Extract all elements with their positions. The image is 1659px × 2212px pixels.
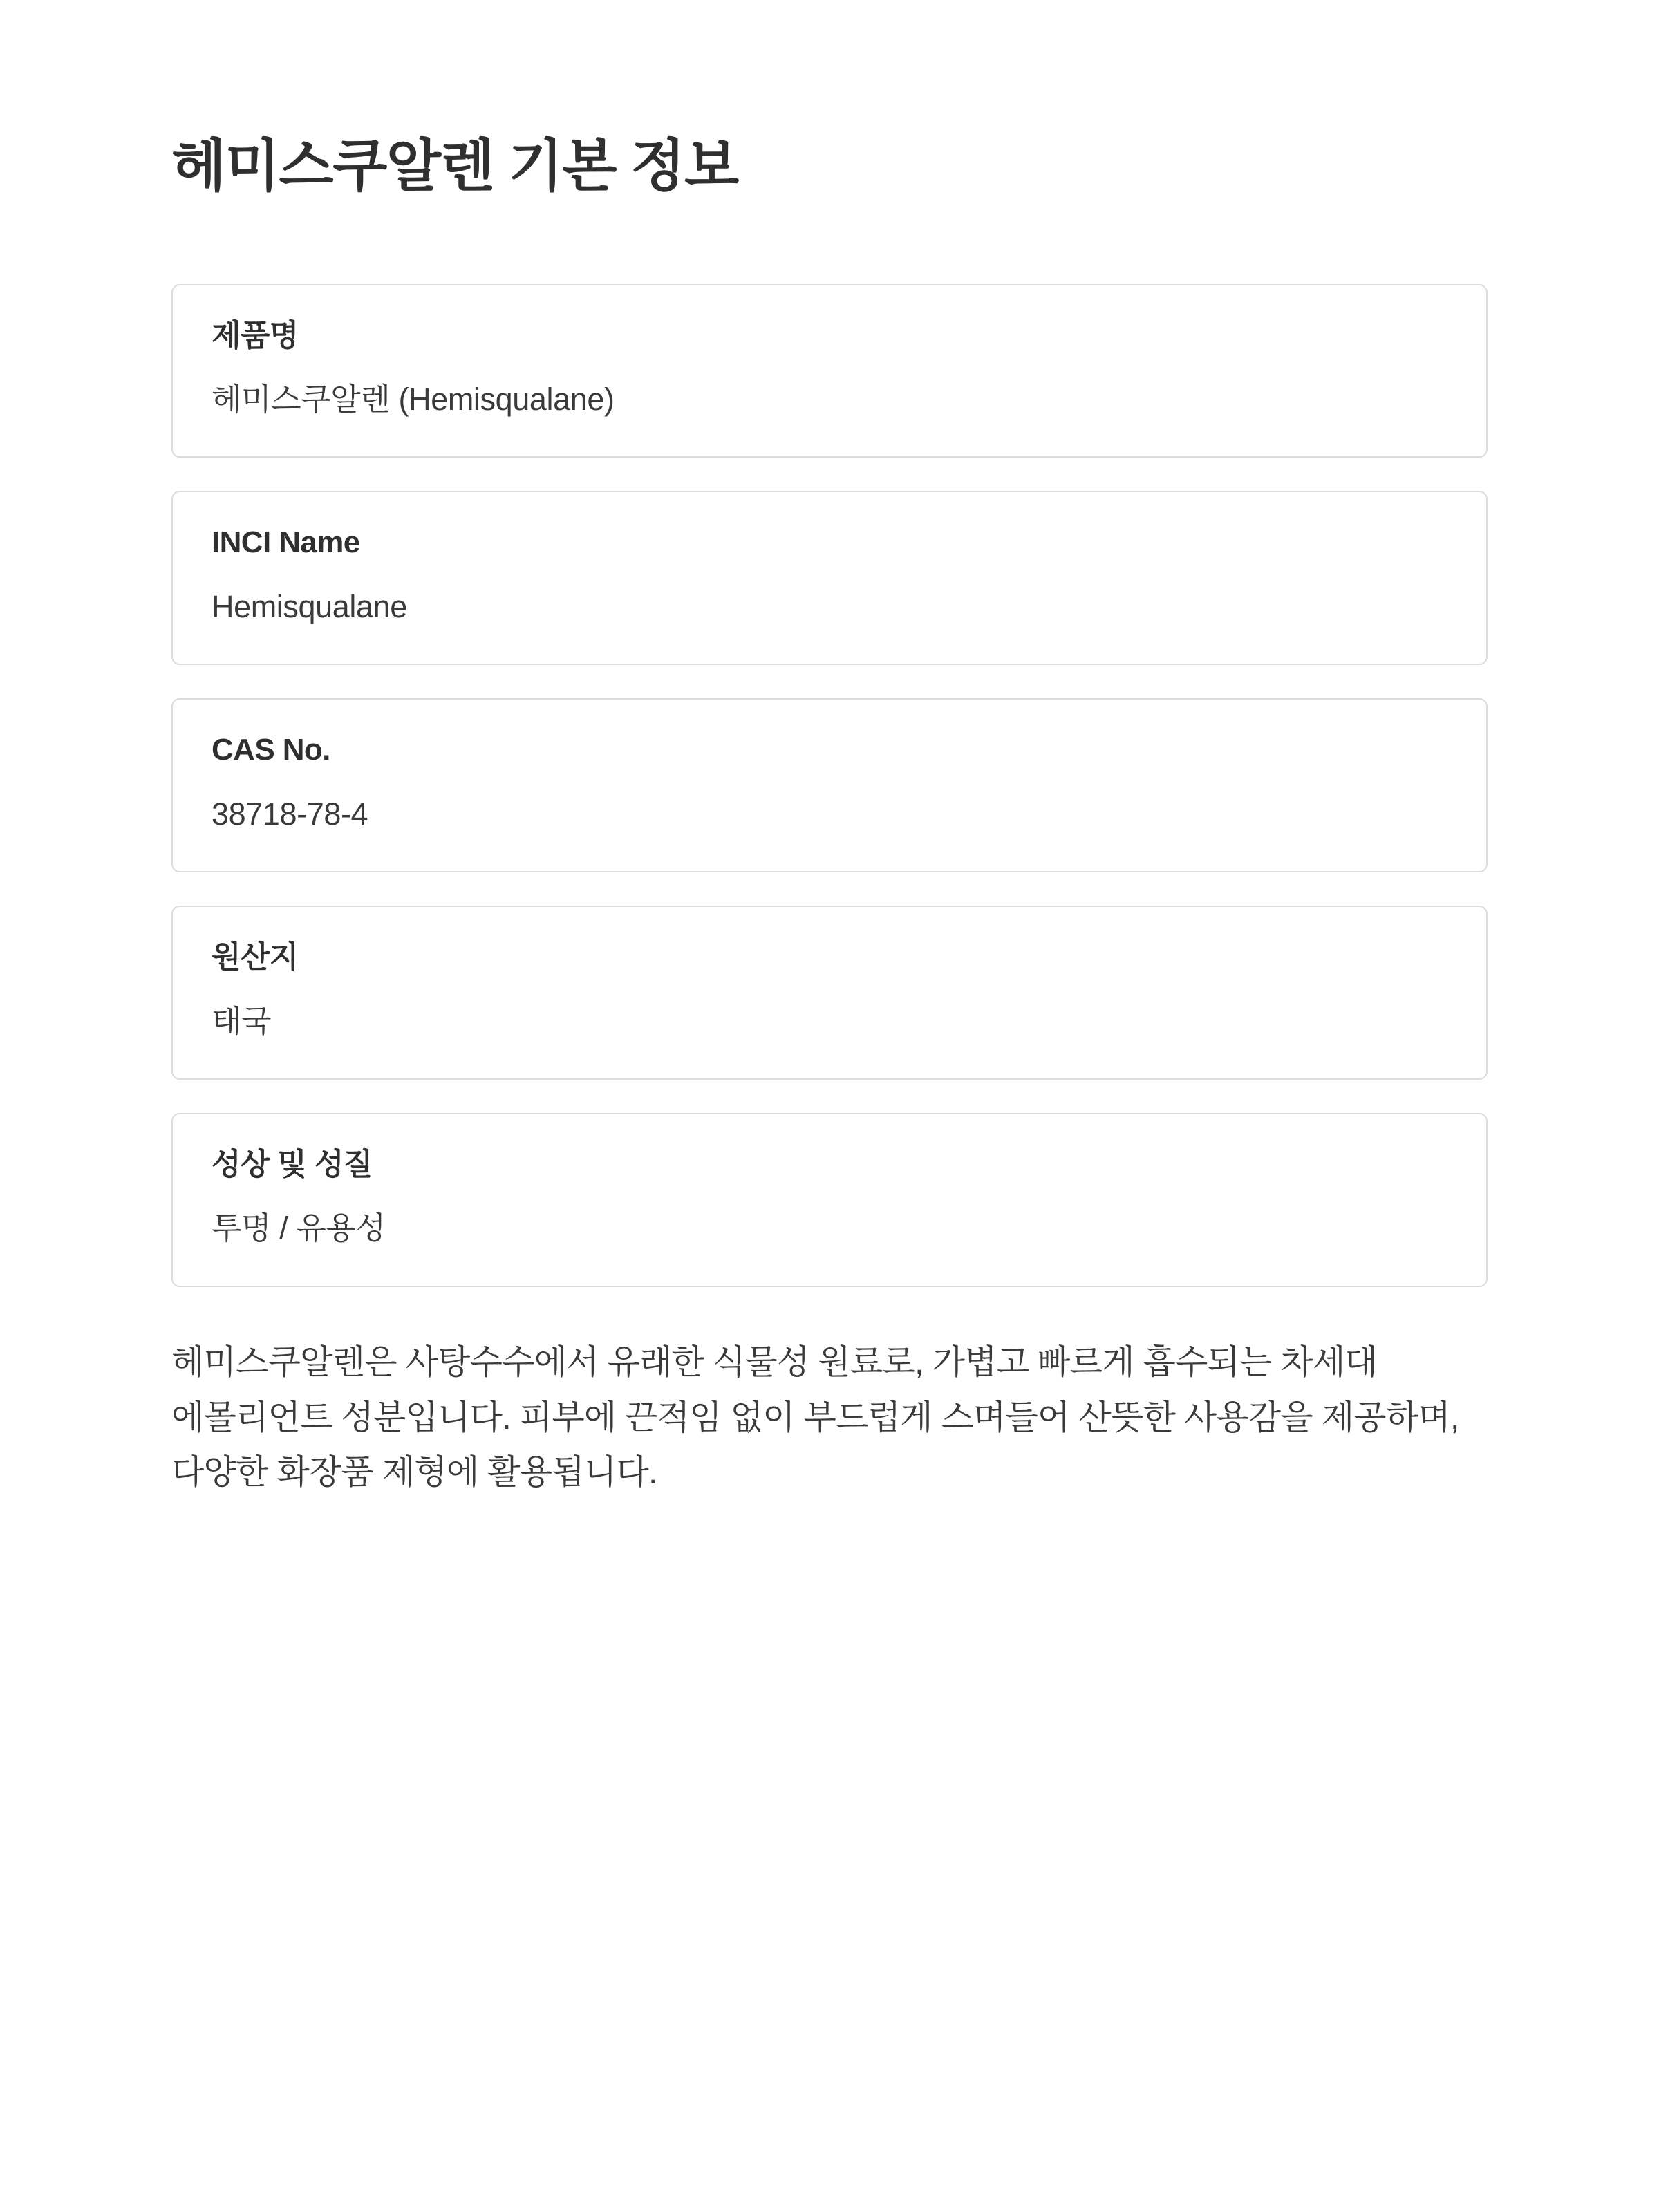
- info-card-origin: [171, 906, 1488, 1080]
- info-card-label: CAS No.: [212, 733, 330, 767]
- info-card-value: 태국: [212, 1003, 272, 1039]
- info-card-value: 38718-78-4: [212, 796, 368, 832]
- info-card-label: 제품명: [212, 318, 299, 353]
- info-card-label: INCI Name: [212, 525, 360, 560]
- info-card-value: Hemisqualane: [212, 588, 407, 624]
- info-card-product-name: [171, 284, 1488, 458]
- info-card-inci-name: [171, 491, 1488, 665]
- info-card-appearance-properties: [171, 1113, 1488, 1287]
- description-paragraph: 헤미스쿠알렌은 사탕수수에서 유래한 식물성 원료로, 가볍고 빠르게 흡수되는 차세대 에몰리언트 성분입니다. 피부에 끈적임 없이 부드럽게 스며들어 산뜻한 사용감을 제공하며, 다양한 화장품 제형에 활용됩니다.: [171, 1344, 1459, 1491]
- info-card-value: 투명 / 유용성: [212, 1210, 386, 1246]
- info-card-value: 헤미스쿠알렌 (Hemisqualane): [212, 381, 615, 417]
- info-card-cas-no: [171, 698, 1488, 872]
- info-card-label: 성상 및 성질: [212, 1147, 373, 1182]
- page-title: 헤미스쿠알렌 기본 정보: [171, 135, 738, 198]
- info-card-label: 원산지: [212, 940, 299, 975]
